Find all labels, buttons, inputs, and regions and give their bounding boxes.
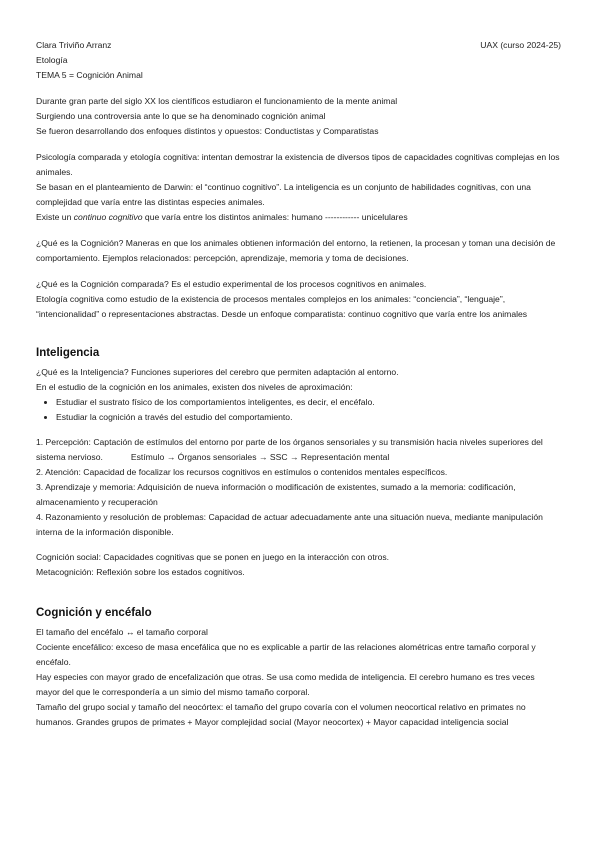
author-name: Clara Triviño Arranz [36, 40, 112, 50]
intro-block [36, 94, 560, 139]
approach-item-2: • Estudiar la cognición a través del estudio del comportamiento. [56, 410, 560, 425]
intro-line-2: Surgiendo una controversia ante lo que se ha denominado cognición animal [36, 111, 326, 121]
social-block [36, 550, 560, 580]
topic-title: TEMA 5 = Cognición Animal [36, 70, 143, 80]
processes-block [36, 435, 560, 540]
perception-flow: Estímulo → Órganos sensoriales → SSC → Representación mental [130, 452, 390, 462]
process-perception [36, 435, 560, 465]
process-learning-memory: 3. Aprendizaje y memoria: Adquisición de nueva información o modificación de existentes, sumado a la memoria: codificación, almacenamiento y recuperación [36, 482, 516, 507]
course-label: UAX (curso 2024-25) [480, 40, 561, 50]
process-reasoning: 4. Razonamiento y resolución de problemas: Capacidad de actuar adecuadamente ante una situación nueva, mediante manipulación interna de la información disponible. [36, 512, 543, 537]
approach-item-1: • Estudiar el sustrato físico de los comportamientos inteligentes, es decir, el encéfalo. [56, 395, 560, 410]
section-title-brain: Cognición y encéfalo [36, 607, 152, 619]
psychology-line-1: Psicología comparada y etología cognitiva: intentan demostrar la existencia de diversos tipos de capacidades cognitivas complejas en los animales. [36, 152, 560, 177]
continuum-emphasis: continuo cognitivo [73, 212, 143, 222]
intro-line-1: Durante gran parte del siglo XX los científicos estudiaron el funcionamiento de la mente animal [36, 96, 398, 106]
intelligence-approach: En el estudio de la cognición en los animales, existen dos niveles de aproximación: [36, 382, 353, 392]
perception-text: 1. Percepción: Captación de estímulos del entorno por parte de los órganos sensoriales y su transmisión hacia niveles superiores del sistema nervioso. [36, 437, 543, 462]
psychology-block [36, 150, 560, 225]
intelligence-definition: ¿Qué es la Inteligencia? Funciones superiores del cerebro que permiten adaptación al entorno. [36, 367, 399, 377]
brain-line-1: El tamaño del encéfalo ↔ el tamaño corporal [36, 627, 208, 637]
psychology-line-3 [36, 210, 560, 225]
comparative-block [36, 277, 560, 322]
continuum-post: que varía entre los distintos animales: humano ------------ unicelulares [142, 212, 408, 222]
intelligence-block [36, 365, 560, 425]
intro-line-3: Se fueron desarrollando dos enfoques distintos y opuestos: Conductistas y Comparatistas [36, 126, 379, 136]
comparative-line-2: Etología cognitiva como estudio de la existencia de procesos mentales complejos en los animales: “conciencia”, “lenguaje”, “intencionalidad” o representaciones abstractas. Desde un enfoque comparatista: continuo cognitivo que varía entre los animales [36, 294, 528, 319]
process-attention: 2. Atención: Capacidad de focalizar los recursos cognitivos en estímulos o contenidos mentales específicos. [36, 467, 448, 477]
section-title-intelligence: Inteligencia [36, 347, 100, 359]
approach-list [36, 395, 560, 425]
subject-name: Etología [36, 55, 68, 65]
brain-line-3: Hay especies con mayor grado de encefalización que otras. Se usa como medida de inteligencia. El cerebro humano es tres veces mayor del que le correspondería a un simio del mismo tamaño corporal. [36, 672, 535, 697]
comparative-line-1: ¿Qué es la Cognición comparada? Es el estudio experimental de los procesos cognitivos en animales. [36, 279, 427, 289]
brain-line-4: Tamaño del grupo social y tamaño del neocórtex: el tamaño del grupo covaría con el volumen neocortical relativo en primates no humanos. Grandes grupos de primates + Mayor complejidad social (Mayor neocortex) + Mayor capacidad inteligencia social [36, 702, 526, 727]
cognition-definition: ¿Qué es la Cognición? Maneras en que los animales obtienen información del entorno, la retienen, la procesan y toman una decisión de comportamiento. Ejemplos relacionados: percepción, aprendizaje, memoria y toma de decisiones. [36, 238, 556, 263]
psychology-line-2: Se basan en el planteamiento de Darwin: el “continuo cognitivo”. La inteligencia es un conjunto de habilidades cognitivas, con una complejidad que varía entre las distintas especies animales. [36, 182, 531, 207]
metacognition: Metacognición: Reflexión sobre los estados cognitivos. [36, 567, 245, 577]
brain-line-2: Cociente encefálico: exceso de masa encefálica que no es explicable a partir de las relaciones alométricas entre tamaño corporal y encéfalo. [36, 642, 536, 667]
social-cognition: Cognición social: Capacidades cognitivas que se ponen en juego en la interacción con otros. [36, 552, 390, 562]
brain-block [36, 625, 560, 730]
cognition-question-block [36, 236, 560, 266]
continuum-pre: Existe un [36, 212, 74, 222]
